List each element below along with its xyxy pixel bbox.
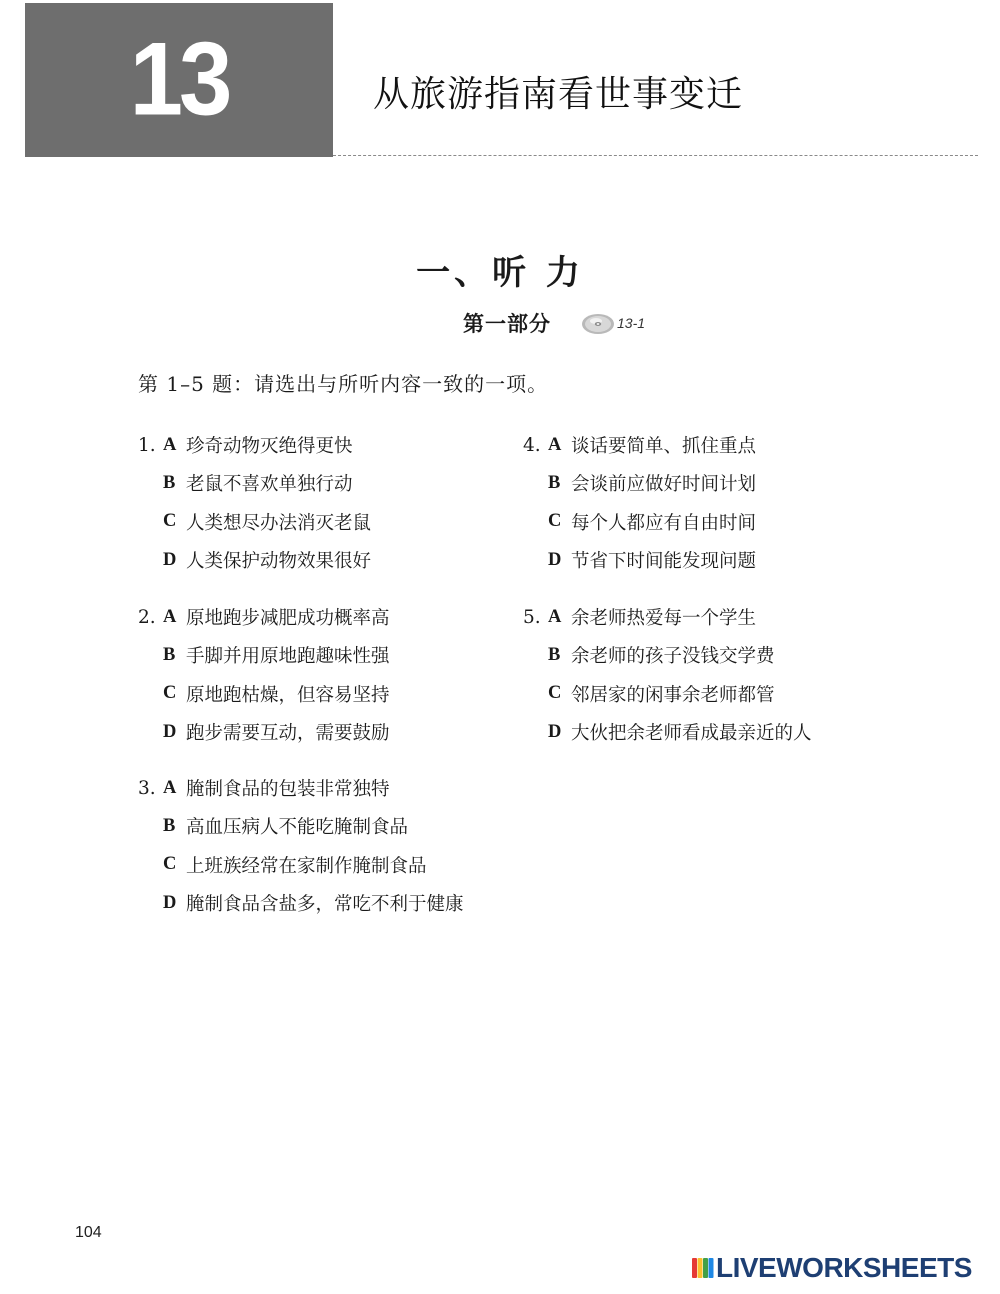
option-letter: D — [548, 549, 562, 570]
option-row — [138, 503, 371, 541]
option-letter: D — [163, 549, 177, 570]
option-letter: A — [163, 777, 177, 798]
option-letter: C — [548, 683, 562, 704]
live-blocks-icon — [692, 1256, 714, 1280]
option-row — [138, 769, 464, 807]
option-text: 余老师的孩子没钱交学费 — [571, 646, 775, 668]
option-row — [138, 713, 390, 751]
question-number: 3. — [138, 777, 156, 799]
option-row — [138, 541, 371, 579]
question-number: 2. — [138, 606, 156, 628]
question-number: 5. — [523, 606, 541, 628]
lesson-number: 13 — [129, 21, 229, 138]
option-letter: C — [163, 511, 177, 532]
liveworksheets-logo[interactable] — [692, 1251, 972, 1285]
option-text: 余老师热爱每一个学生 — [571, 608, 757, 630]
option-text: 节省下时间能发现问题 — [571, 551, 757, 573]
option-text: 珍奇动物灭绝得更快 — [186, 436, 353, 458]
header-divider — [333, 155, 978, 156]
option-row — [138, 675, 390, 713]
brand-name: LIVEWORKSHEETS — [716, 1252, 972, 1283]
track-label: 13-1 — [617, 315, 646, 331]
part-heading — [463, 308, 645, 338]
option-letter: D — [163, 892, 177, 913]
option-letter: A — [548, 606, 562, 627]
option-row — [138, 598, 390, 636]
option-text: 每个人都应有自由时间 — [571, 512, 757, 534]
lesson-title: 从旅游指南看世事变迁 — [373, 74, 744, 115]
question-2 — [138, 598, 390, 751]
option-letter: C — [163, 854, 177, 875]
option-letter: B — [163, 472, 176, 493]
option-row — [523, 426, 756, 464]
option-letter: C — [548, 511, 562, 532]
option-text: 原地跑枯燥，但容易坚持 — [186, 684, 390, 706]
option-row — [523, 636, 812, 674]
option-row — [523, 464, 756, 502]
option-text: 跑步需要互动，需要鼓励 — [186, 723, 390, 745]
option-text: 人类想尽办法消灭老鼠 — [186, 512, 372, 534]
question-1 — [138, 426, 371, 579]
question-5 — [523, 598, 812, 751]
option-row — [523, 713, 812, 751]
option-text: 老鼠不喜欢单独行动 — [186, 474, 353, 496]
section-title: 一、听 力 — [416, 253, 584, 293]
option-letter: B — [548, 472, 561, 493]
option-text: 腌制食品的包装非常独特 — [186, 779, 390, 801]
option-row — [138, 464, 371, 502]
option-text: 高血压病人不能吃腌制食品 — [186, 817, 409, 839]
question-4 — [523, 426, 756, 579]
option-text: 腌制食品含盐多，常吃不利于健康 — [186, 894, 464, 916]
option-letter: C — [163, 683, 177, 704]
option-letter: D — [163, 721, 177, 742]
option-text: 谈话要简单、抓住重点 — [571, 436, 757, 458]
option-text: 上班族经常在家制作腌制食品 — [186, 855, 427, 877]
option-row — [523, 675, 812, 713]
option-row — [138, 884, 464, 922]
option-row — [523, 503, 756, 541]
option-text: 大伙把余老师看成最亲近的人 — [571, 723, 812, 745]
option-row — [138, 807, 464, 845]
option-text: 原地跑步减肥成功概率高 — [186, 608, 390, 630]
option-row — [523, 541, 756, 579]
option-letter: A — [163, 434, 177, 455]
option-text: 会谈前应做好时间计划 — [571, 474, 757, 496]
question-number: 4. — [523, 434, 541, 456]
option-letter: A — [548, 434, 562, 455]
option-letter: D — [548, 721, 562, 742]
option-letter: B — [163, 644, 176, 665]
question-3 — [138, 769, 464, 922]
question-number: 1. — [138, 434, 156, 456]
option-letter: B — [548, 644, 561, 665]
option-text: 手脚并用原地跑趣味性强 — [186, 646, 390, 668]
option-text: 邻居家的闲事余老师都管 — [571, 684, 775, 706]
option-row — [138, 636, 390, 674]
option-letter: B — [163, 815, 176, 836]
cd-icon[interactable] — [581, 310, 615, 336]
option-row — [523, 598, 812, 636]
option-letter: A — [163, 606, 177, 627]
page-number: 104 — [75, 1224, 102, 1241]
part-title: 第一部分 — [463, 311, 551, 336]
option-row — [138, 846, 464, 884]
lesson-number-block — [25, 3, 333, 157]
option-row — [138, 426, 371, 464]
instruction: 第 1–5 题：请选出与所听内容一致的一项。 — [138, 372, 549, 396]
option-text: 人类保护动物效果很好 — [186, 551, 372, 573]
